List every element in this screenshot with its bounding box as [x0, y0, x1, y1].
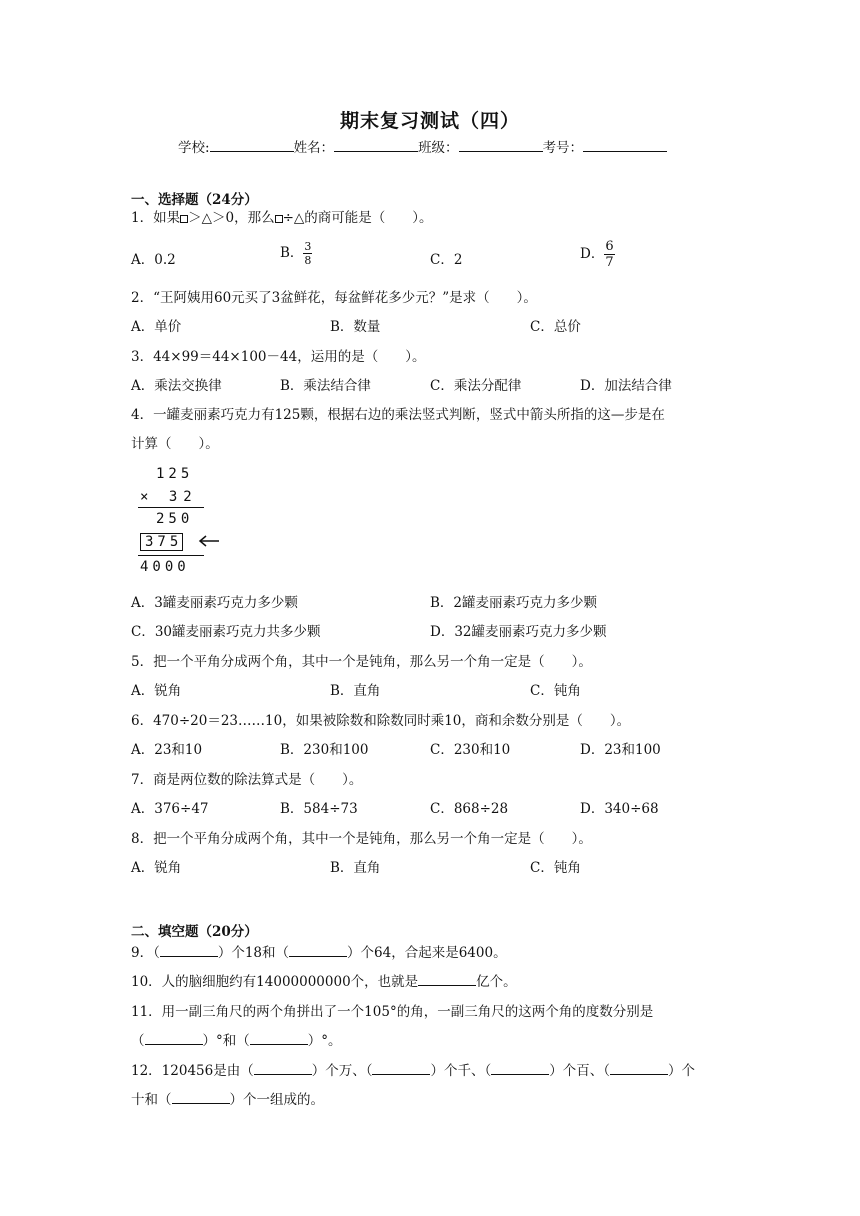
q1-stem-part: ＞△＞0，那么 — [188, 210, 275, 226]
q12-text: 12．120456是由（ — [131, 1063, 254, 1079]
answer-blank[interactable] — [172, 1091, 230, 1104]
square-symbol — [180, 215, 188, 223]
answer-blank[interactable] — [254, 1062, 312, 1075]
denominator: 8 — [304, 254, 312, 267]
answer-blank[interactable] — [160, 944, 218, 957]
q12-text: ）个百、（ — [549, 1063, 610, 1079]
name-label: 姓名： — [293, 140, 335, 156]
q3-option-b: B．乘法结合律 — [280, 378, 371, 394]
calc-line — [138, 507, 204, 508]
answer-blank[interactable] — [289, 944, 347, 957]
q1-stem-part: 1．如果 — [131, 210, 181, 226]
option-label: D． — [580, 246, 605, 262]
q10-text: 10．人的脑细胞约有14000000000个，也就是 — [131, 974, 419, 990]
q4-stem-line1: 4．一罐麦丽素巧克力有125颗，根据右边的乘法竖式判断，竖式中箭头所指的这—步是在 — [131, 407, 665, 423]
q2-option-c: C．总价 — [530, 319, 581, 335]
calc-row-multiplier: × 32 — [140, 489, 198, 505]
q8-option-c: C．钝角 — [530, 860, 581, 876]
q12-text: ）个 — [667, 1063, 695, 1079]
q3-option-c: C．乘法分配律 — [430, 378, 522, 394]
q9-text: ）个18和（ — [217, 945, 290, 961]
fraction — [604, 239, 614, 270]
q2-option-b: B．数量 — [330, 319, 381, 335]
school-label: 学校: — [178, 140, 210, 156]
calc-row-partial-2-boxed: 375 — [140, 533, 183, 551]
q10-text: 亿个。 — [476, 974, 517, 990]
q11-text: ）°。 — [307, 1033, 342, 1049]
fraction — [303, 240, 312, 267]
class-blank[interactable] — [459, 137, 543, 152]
page-title: 期末复习测试（四） — [339, 110, 520, 132]
q3-stem: 3．44×99＝44×100－44，运用的是（ ）。 — [131, 349, 426, 365]
q6-option-b: B．230和100 — [280, 742, 369, 758]
q5-option-b: B．直角 — [330, 683, 381, 699]
q4-option-c: C．30罐麦丽素巧克力共多少颗 — [131, 624, 321, 640]
q7-option-c: C．868÷28 — [430, 801, 509, 817]
q1-stem-part: ÷△的商可能是（ ）。 — [282, 210, 433, 226]
q12-text: ）个万、（ — [311, 1063, 373, 1079]
q8-stem: 8．把一个平角分成两个角，其中一个是钝角，那么另一个角一定是（ ）。 — [131, 831, 592, 847]
exam-no-label: 考号： — [542, 140, 584, 156]
answer-blank[interactable] — [250, 1032, 308, 1045]
q9-text: 9．（ — [131, 945, 160, 961]
student-info-line — [178, 136, 667, 156]
q5-option-a: A．锐角 — [131, 683, 182, 699]
q7-option-b: B．584÷73 — [280, 801, 358, 817]
calc-row-product: 4000 — [140, 559, 190, 575]
numerator: 6 — [605, 239, 614, 254]
q6-stem: 6．470÷20＝23……10，如果被除数和除数同时乘10，商和余数分别是（ ）。 — [131, 713, 631, 729]
q12-line1 — [131, 1059, 695, 1079]
q12-text: ）个一组成的。 — [229, 1092, 324, 1108]
q4-option-b: B．2罐麦丽素巧克力多少颗 — [430, 595, 598, 611]
answer-blank[interactable] — [491, 1062, 549, 1075]
name-blank[interactable] — [334, 137, 418, 152]
q1-stem — [131, 206, 433, 226]
q11-line1: 11．用一副三角尺的两个角拼出了一个105°的角，一副三角尺的这两个角的度数分别是 — [131, 1004, 654, 1020]
q12-text: ）个千、（ — [430, 1063, 492, 1079]
answer-blank[interactable] — [145, 1032, 203, 1045]
q2-stem: 2．“王阿姨用60元买了3盆鲜花，每盆鲜花多少元？”是求（ ）。 — [131, 290, 537, 306]
q6-option-a: A．23和10 — [131, 742, 203, 758]
q1-option-a: A．0.2 — [131, 252, 176, 268]
calc-line — [138, 555, 204, 556]
arrow-left-icon — [196, 533, 220, 549]
school-blank[interactable] — [210, 137, 294, 152]
q1-option-c: C．2 — [430, 252, 463, 268]
q11-text: （ — [131, 1033, 145, 1049]
q7-stem: 7．商是两位数的除法算式是（ ）。 — [131, 772, 363, 788]
section-heading-choice: 一、选择题（24分） — [131, 192, 258, 208]
answer-blank[interactable] — [372, 1062, 430, 1075]
q1-option-d — [580, 239, 615, 270]
q1-option-b — [280, 240, 312, 267]
q10 — [131, 970, 517, 990]
q12-text: 十和（ — [131, 1092, 172, 1108]
q5-stem: 5．把一个平角分成两个角，其中一个是钝角，那么另一个角一定是（ ）。 — [131, 654, 592, 670]
answer-blank[interactable] — [610, 1062, 668, 1075]
exam-no-blank[interactable] — [583, 137, 667, 152]
q8-option-b: B．直角 — [330, 860, 381, 876]
q5-option-c: C．钝角 — [530, 683, 581, 699]
q8-option-a: A．锐角 — [131, 860, 182, 876]
q4-stem-line2: 计算（ ）。 — [131, 436, 219, 452]
answer-blank[interactable] — [418, 973, 476, 986]
q7-option-a: A．376÷47 — [131, 801, 209, 817]
q6-option-c: C．230和10 — [430, 742, 511, 758]
q6-option-d: D．23和100 — [580, 742, 661, 758]
q4-option-a: A．3罐麦丽素巧克力多少颗 — [131, 595, 298, 611]
square-symbol — [275, 215, 283, 223]
q9 — [131, 941, 507, 961]
q12-line2 — [131, 1088, 324, 1108]
section-heading-fill-blank: 二、填空题（20分） — [131, 924, 258, 940]
q3-option-a: A．乘法交换律 — [131, 378, 222, 394]
q7-option-d: D．340÷68 — [580, 801, 659, 817]
numerator: 3 — [304, 240, 312, 253]
calc-row-partial-1: 250 — [156, 511, 194, 527]
q4-option-d: D．32罐麦丽素巧克力多少颗 — [430, 624, 607, 640]
q2-option-a: A．单价 — [131, 319, 182, 335]
multiplication-vertical-figure — [138, 463, 238, 579]
q11-line2 — [131, 1029, 342, 1049]
q3-option-d: D．加法结合律 — [580, 378, 672, 394]
class-label: 班级： — [418, 140, 459, 156]
denominator: 7 — [605, 255, 614, 270]
calc-row-multiplicand: 125 — [156, 466, 194, 482]
q11-text: ）°和（ — [202, 1033, 250, 1049]
q9-text: ）个64，合起来是6400。 — [347, 945, 507, 961]
option-label: B． — [280, 245, 304, 261]
